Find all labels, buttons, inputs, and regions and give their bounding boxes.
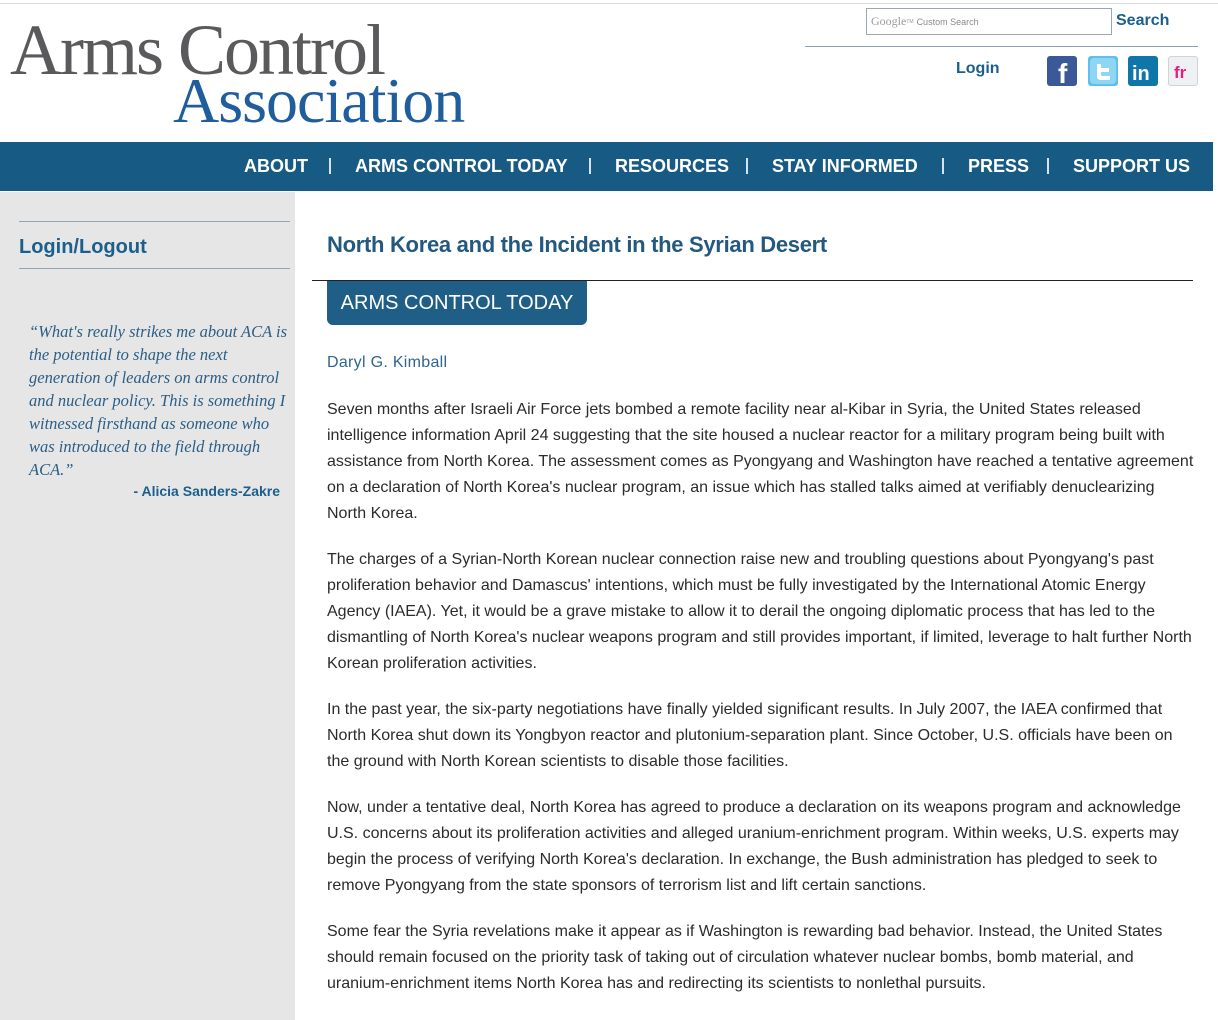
article-paragraph: Seven months after Israeli Air Force jets bombed a remote facility near al-Kibar in Syria, the United States released intelligence information April 24 suggesting that the site housed a nuclear reactor for a military program being built with assistance from North Korea. The assessment comes as Pyongyang and Washington have reached a tentative agreement on a declaration of North Korea's nuclear program, an issue which has stalled talks aimed at verifiably denuclearizing North Korea. [327,401,1194,522]
header-divider [805,46,1198,47]
testimonial-author: - Alicia Sanders-Zakre [133,483,280,499]
linkedin-icon[interactable] [1128,56,1158,86]
nav-arms-control-today[interactable]: ARMS CONTROL TODAY [355,156,568,176]
nav-separator [589,158,591,174]
sidebar-divider [19,268,290,269]
nav-support-us[interactable]: SUPPORT US [1073,156,1191,176]
search-input[interactable] [866,8,1112,35]
sidebar-login-logout-link[interactable]: Login/Logout [19,236,147,258]
testimonial-quote: “What's really strikes me about ACA is the potential to shape the next generation of leaders on arms control and nuclear policy. This is something I witnessed firsthand as someone who was introduced to the field through ACA.” [29,322,288,479]
facebook-glyph: f [1058,58,1068,86]
nav-separator [329,158,331,174]
nav-separator [1047,158,1049,174]
linkedin-glyph: in [1132,63,1150,85]
site-logo[interactable] [10,10,490,136]
article-author[interactable]: Daryl G. Kimball [327,354,448,371]
logo-text-arms-control: Arms Control [10,10,385,90]
main-nav [0,142,1213,191]
article-paragraph: In the past year, the six-party negotiations have finally yielded significant results. In July 2007, the IAEA confirmed that North Korea shut down its Yongbyon reactor and plutonium-separation plant. Since October, U.S. officials have been on the ground with North Korean scientists to disable those facilities. [327,701,1173,770]
search-button[interactable]: Search [1116,12,1170,29]
facebook-icon[interactable] [1047,56,1077,86]
logo-text-association: Association [173,65,465,136]
french-language-icon[interactable] [1168,56,1198,86]
page-title: North Korea and the Incident in the Syrian Desert [327,232,827,257]
search-placeholder: Custom Search [916,16,979,27]
nav-separator [942,158,944,174]
google-trademark: TM [906,18,914,25]
nav-separator [746,158,748,174]
article-paragraph: Now, under a tentative deal, North Korea has agreed to produce a declaration on its weapons program and acknowledge U.S. concerns about its proliferation activities and alleged uranium-enrichment program. Within weeks, U.S. experts may begin the process of verifying North Korea's declaration. In exchange, the Bush administration has pledged to seek to remove Pyongyang from the state sponsors of terrorism list and lift certain sanctions. [327,799,1181,894]
french-glyph: fr [1174,63,1187,82]
article-paragraph: Some fear the Syria revelations make it appear as if Washington is rewarding bad behavior. Instead, the United States should remain focused on the priority task of taking out of circulation whatever nuclear bombs, bomb material, and uranium-enrichment items North Korea has and redirecting its scientists to nonlethal pursuits. [327,923,1163,992]
top-border [0,3,1218,4]
section-tab-arms-control-today[interactable]: ARMS CONTROL TODAY [327,281,587,325]
header-login-link[interactable]: Login [956,60,1000,77]
nav-resources[interactable]: RESOURCES [615,156,730,176]
nav-press[interactable]: PRESS [968,156,1030,176]
google-brand: Google [871,14,907,28]
twitter-icon[interactable] [1088,56,1118,86]
sidebar-divider [19,221,290,222]
article-body [327,397,1198,1017]
nav-about[interactable]: ABOUT [244,156,308,176]
nav-stay-informed[interactable]: STAY INFORMED [772,156,918,176]
sidebar [0,192,295,1020]
article-paragraph: The charges of a Syrian-North Korean nuclear connection raise new and troubling questions about Pyongyang's past proliferation behavior and Damascus' intentions, which must be fully investigated by the International Atomic Energy Agency (IAEA). Yet, it would be a grave mistake to allow it to derail the ongoing diplomatic process that has led to the dismantling of North Korea's nuclear weapons program and still provides important, if limited, leverage to halt further North Korean proliferation activities. [327,551,1192,672]
